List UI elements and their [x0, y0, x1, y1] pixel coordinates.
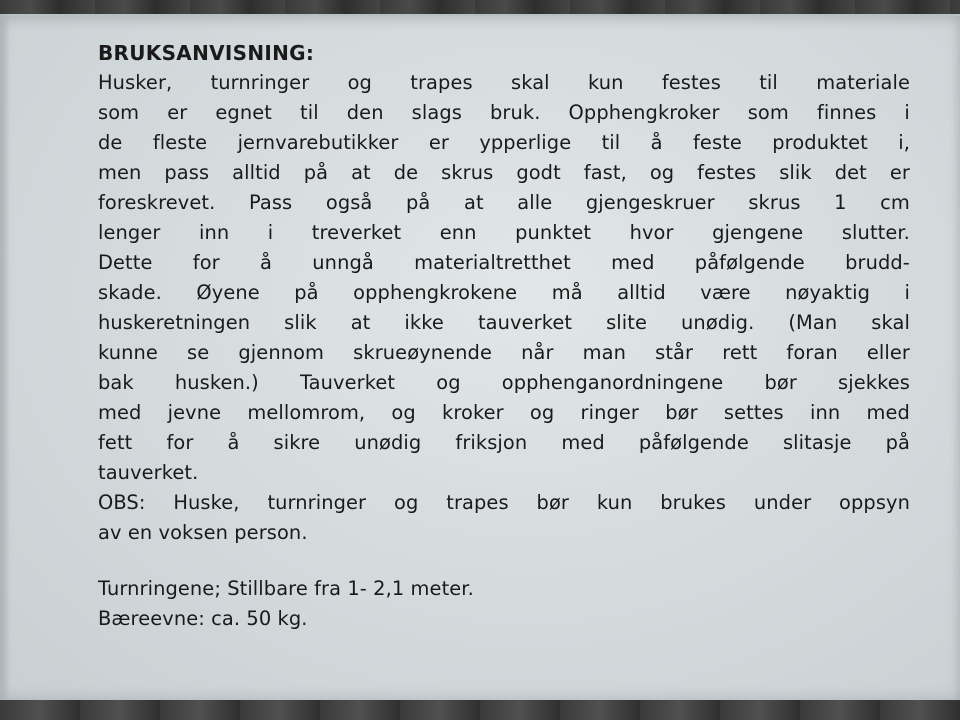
word: mellomrom, — [247, 401, 366, 424]
word: settes — [723, 401, 784, 424]
word: sjekkes — [838, 371, 910, 394]
word: feste — [693, 131, 742, 154]
word: at — [351, 161, 371, 184]
word: og — [649, 161, 675, 184]
word: påfølgende — [638, 431, 749, 454]
word: når — [521, 341, 554, 364]
word: opphenganordningene — [501, 371, 724, 394]
word: å — [650, 131, 663, 154]
word: bør — [665, 401, 698, 424]
word: finnes — [816, 101, 877, 124]
word: nøyaktig — [785, 281, 870, 304]
word: jernvarebutikker — [237, 131, 399, 154]
word: unngå — [312, 251, 374, 274]
word: kunne — [98, 341, 158, 364]
word: med — [98, 401, 142, 424]
word: men — [98, 161, 142, 184]
word: Øyene — [196, 281, 260, 304]
paragraph-line — [98, 248, 910, 278]
word: turnringer — [210, 71, 310, 94]
word: skal — [871, 311, 910, 334]
word: slags — [411, 101, 462, 124]
word: med — [561, 431, 605, 454]
word: er — [167, 101, 188, 124]
word: se — [187, 341, 210, 364]
word: være — [700, 281, 751, 304]
word: Husker, — [98, 71, 173, 94]
obs-warning — [98, 488, 910, 548]
word: 1 — [834, 191, 847, 214]
obs-line — [98, 488, 910, 518]
word: ringer — [580, 401, 639, 424]
word: fett — [98, 431, 133, 454]
word: på — [406, 191, 431, 214]
word: med — [611, 251, 655, 274]
word: de — [393, 161, 419, 184]
word: tauverket — [477, 311, 573, 334]
word: brukes — [660, 491, 726, 514]
instructions-text — [98, 38, 910, 634]
word: at — [464, 191, 484, 214]
word: i — [904, 101, 910, 124]
instructions-paragraph — [98, 68, 910, 488]
word: i — [267, 221, 274, 244]
word: på — [303, 161, 329, 184]
paragraph-line — [98, 398, 910, 428]
word: gjennom — [238, 341, 325, 364]
word: slik — [779, 161, 812, 184]
word: er — [428, 131, 449, 154]
word: ikke — [404, 311, 444, 334]
word: festes — [661, 71, 721, 94]
word: materiale — [816, 71, 910, 94]
paragraph-line — [98, 188, 910, 218]
word: unødig. — [681, 311, 755, 334]
spec-line-rings: Turnringene; Stillbare fra 1- 2,1 meter. — [98, 577, 474, 600]
word: huskeretningen — [98, 311, 251, 334]
paragraph-line — [98, 428, 910, 458]
word: og — [391, 401, 416, 424]
paragraph-line — [98, 98, 910, 128]
word: kun — [587, 71, 624, 94]
word: for — [192, 251, 220, 274]
word: Tauverket — [299, 371, 396, 394]
word: for — [166, 431, 194, 454]
word: materialtretthet — [414, 251, 571, 274]
word: rett — [722, 341, 758, 364]
paragraph-line — [98, 128, 910, 158]
wood-background-bottom — [0, 700, 960, 720]
word: Huske, — [173, 491, 240, 514]
word: OBS: — [98, 491, 146, 514]
word: på — [885, 431, 910, 454]
word: jevne — [167, 401, 222, 424]
word: skrueøynende — [353, 341, 492, 364]
word: det — [834, 161, 867, 184]
word: bruk. — [490, 101, 541, 124]
word: Pass — [248, 191, 293, 214]
word: bør — [764, 371, 797, 394]
word: som — [747, 101, 789, 124]
word: foreskrevet. — [98, 191, 216, 214]
word: eller — [866, 341, 910, 364]
word: kun — [596, 491, 633, 514]
word: trapes — [446, 491, 509, 514]
word: trapes — [410, 71, 473, 94]
word: brudd- — [845, 251, 910, 274]
word: og — [436, 371, 461, 394]
word: inn — [809, 401, 841, 424]
paragraph-line — [98, 68, 910, 98]
word: sikre — [273, 431, 321, 454]
word: husken.) — [174, 371, 259, 394]
spec-line-capacity: Bæreevne: ca. 50 kg. — [98, 607, 308, 630]
word: (Man — [788, 311, 838, 334]
word: festes — [697, 161, 757, 184]
box-edge-shadow — [0, 14, 10, 704]
word: godt — [516, 161, 561, 184]
word: fast, — [583, 161, 627, 184]
paragraph-line — [98, 278, 910, 308]
word: enn — [439, 221, 477, 244]
word: er — [889, 161, 910, 184]
word: man — [582, 341, 627, 364]
word: egnet — [215, 101, 272, 124]
word: gjengene — [712, 221, 804, 244]
word: pass — [164, 161, 210, 184]
word: under — [753, 491, 812, 514]
word: på — [294, 281, 319, 304]
word: alltid — [232, 161, 281, 184]
word: den — [346, 101, 384, 124]
word: også — [325, 191, 373, 214]
paragraph-line — [98, 308, 910, 338]
word: unødig — [354, 431, 422, 454]
word: oppsyn — [839, 491, 910, 514]
word: treverket — [311, 221, 402, 244]
word: kroker — [442, 401, 504, 424]
word: og — [347, 71, 372, 94]
word: de — [98, 131, 123, 154]
word: ypperlige — [479, 131, 572, 154]
word: bør — [536, 491, 569, 514]
word: gjengeskruer — [585, 191, 715, 214]
word: bak — [98, 371, 134, 394]
word: må — [551, 281, 583, 304]
word: å — [260, 251, 273, 274]
word: slik — [284, 311, 317, 334]
word: å — [227, 431, 240, 454]
word: punktet — [515, 221, 592, 244]
word: alle — [517, 191, 553, 214]
word: at — [350, 311, 371, 334]
word: alltid — [617, 281, 666, 304]
word: slite — [606, 311, 648, 334]
word: slitasje — [782, 431, 852, 454]
word: inn — [198, 221, 230, 244]
product-specs — [98, 574, 910, 634]
word: og — [529, 401, 555, 424]
word: står — [655, 341, 694, 364]
obs-line: av en voksen person. — [98, 521, 308, 544]
word: til — [300, 101, 319, 124]
word: til — [759, 71, 778, 94]
word: fleste — [152, 131, 208, 154]
spacer — [98, 548, 910, 574]
word: skal — [511, 71, 550, 94]
word: foran — [786, 341, 838, 364]
word: lenger — [98, 221, 161, 244]
paragraph-line: tauverket. — [98, 461, 199, 484]
word: skade. — [98, 281, 162, 304]
paragraph-line — [98, 338, 910, 368]
word: turnringer — [267, 491, 367, 514]
word: Dette — [98, 251, 153, 274]
word: som — [98, 101, 140, 124]
paragraph-line — [98, 218, 910, 248]
word: produktet — [772, 131, 868, 154]
word: i — [904, 281, 910, 304]
instructions-heading: BRUKSANVISNING: — [98, 41, 315, 65]
word: til — [601, 131, 621, 154]
word: Opphengkroker — [568, 101, 720, 124]
word: i, — [898, 131, 910, 154]
paragraph-line — [98, 158, 910, 188]
word: og — [394, 491, 419, 514]
word: opphengkrokene — [353, 281, 518, 304]
word: friksjon — [455, 431, 528, 454]
word: skrus — [441, 161, 494, 184]
word: skrus — [748, 191, 801, 214]
word: hvor — [629, 221, 674, 244]
word: påfølgende — [694, 251, 805, 274]
word: cm — [880, 191, 910, 214]
paragraph-line — [98, 368, 910, 398]
word: med — [866, 401, 910, 424]
word: slutter. — [841, 221, 910, 244]
